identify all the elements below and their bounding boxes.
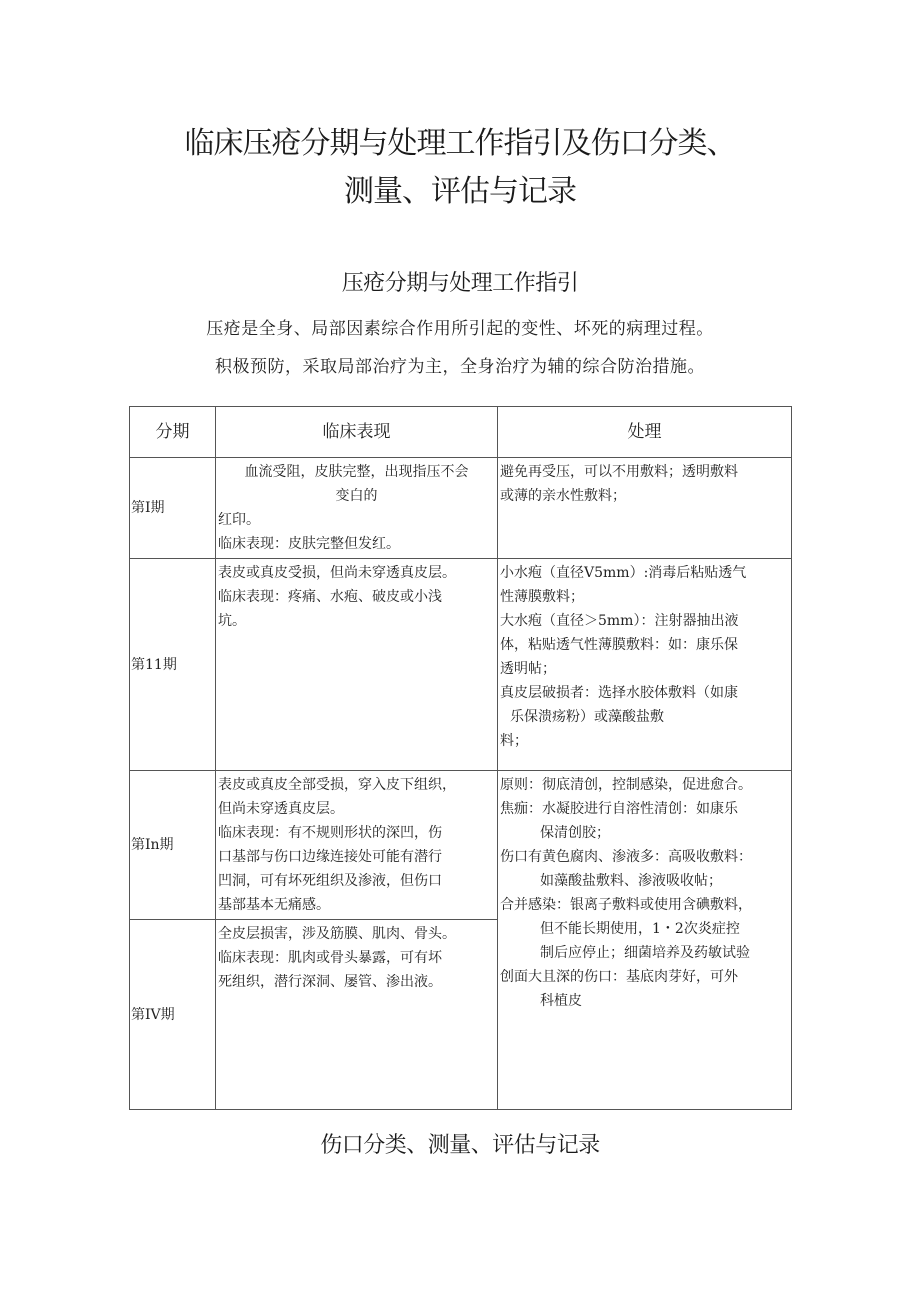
section-heading-wound: 伤口分类、测量、评估与记录 bbox=[320, 1133, 600, 1158]
clinical-cell bbox=[216, 559, 498, 771]
clinical-line: 表皮或真皮受损，但尚未穿透真皮层。 bbox=[218, 565, 456, 581]
treatment-line: 但不能长期使用，1・2次炎症控 bbox=[540, 921, 740, 937]
clinical-line: 凹洞，可有坏死组织及渗液，但伤口 bbox=[218, 873, 442, 889]
clinical-line: 临床表现：皮肤完整但发红。 bbox=[218, 536, 400, 552]
header-treatment: 处理 bbox=[498, 407, 792, 458]
clinical-line: 坑。 bbox=[218, 613, 246, 629]
clinical-line: 死组织，潜行深洞、屡管、渗出液。 bbox=[218, 974, 442, 990]
treatment-line: 小水疱（直径V5mm）:消毒后粘贴透气 bbox=[500, 565, 747, 581]
clinical-line: 变白的 bbox=[335, 488, 378, 504]
table-row bbox=[130, 458, 792, 559]
treatment-cell bbox=[498, 771, 792, 1110]
clinical-line: 血流受阻，皮肤完整，出现指压不会 bbox=[244, 464, 469, 480]
header-clinical: 临床表现 bbox=[216, 407, 498, 458]
treatment-line: 原则：彻底清创，控制感染，促进愈合。 bbox=[500, 777, 752, 793]
treatment-line: 科植皮 bbox=[540, 993, 582, 1009]
treatment-line: 保清创胶； bbox=[540, 825, 610, 841]
stage-cell: 第I期 bbox=[130, 458, 216, 559]
stage-cell: 第In期 bbox=[130, 771, 216, 920]
document-title-line-1: 临床压疮分期与处理工作指引及伤口分类、 bbox=[184, 126, 736, 161]
treatment-line: 如藻酸盐敷料、渗液吸收帖； bbox=[540, 873, 722, 889]
treatment-line: 真皮层破损者：选择水胶体敷料（如康 bbox=[500, 685, 738, 701]
table-row bbox=[130, 559, 792, 771]
clinical-line: 基部基本无痛感。 bbox=[218, 897, 330, 913]
treatment-line: 乐保溃疡粉）或藻酸盐敷 bbox=[510, 709, 664, 725]
clinical-line: 临床表现：有不规则形状的深凹，伤 bbox=[218, 825, 442, 841]
clinical-line: 红印。 bbox=[218, 512, 260, 528]
treatment-line: 伤口有黄色腐肉、渗液多：高吸收敷料： bbox=[500, 849, 752, 865]
document-title-line-2: 测量、评估与记录 bbox=[344, 174, 576, 209]
table-header-row bbox=[130, 407, 792, 458]
treatment-line: 创面大且深的伤口：基底肉芽好，可外 bbox=[500, 969, 738, 985]
treatment-line: 性薄膜敷料； bbox=[500, 589, 584, 605]
clinical-line: 全皮层损害，涉及筋膜、肌肉、骨头。 bbox=[218, 926, 456, 942]
intro-paragraph-2: 积极预防，采取局部治疗为主，全身治疗为辅的综合防治措施。 bbox=[215, 357, 705, 377]
treatment-cell bbox=[498, 559, 792, 771]
staging-table bbox=[129, 406, 792, 1110]
treatment-cell bbox=[498, 458, 792, 559]
stage-cell: 第11期 bbox=[130, 559, 216, 771]
clinical-cell bbox=[216, 771, 498, 920]
treatment-line: 料； bbox=[500, 733, 528, 749]
clinical-cell bbox=[216, 920, 498, 1110]
clinical-line: 临床表现：疼痛、水疱、破皮或小浅 bbox=[218, 589, 442, 605]
treatment-line: 或薄的亲水性敷料； bbox=[500, 488, 626, 504]
treatment-line: 合并感染：银离子敷料或使用含碘敷料， bbox=[500, 897, 752, 913]
treatment-line: 透明帖； bbox=[500, 661, 556, 677]
treatment-line: 体，粘贴透气性薄膜敷料：如：康乐保 bbox=[500, 637, 738, 653]
treatment-line: 避免再受压，可以不用敷料；透明敷料 bbox=[500, 464, 738, 480]
clinical-line: 口基部与伤口边缘连接处可能有潜行 bbox=[218, 849, 442, 865]
header-stage: 分期 bbox=[130, 407, 216, 458]
treatment-line: 制后应停止；细菌培养及药敏试验 bbox=[540, 945, 750, 961]
intro-paragraph-1: 压疮是全身、局部因素综合作用所引起的变性、坏死的病理过程。 bbox=[206, 319, 714, 339]
treatment-line: 焦痂：水凝胶进行自溶性清创：如康乐 bbox=[500, 801, 738, 817]
clinical-line: 临床表现：肌肉或骨头暴露，可有坏 bbox=[218, 950, 442, 966]
clinical-line: 表皮或真皮全部受损，穿入皮下组织， bbox=[218, 777, 456, 793]
section-heading-pressure-ulcer: 压疮分期与处理工作指引 bbox=[341, 271, 579, 296]
stage-cell: 第IV期 bbox=[130, 920, 216, 1110]
treatment-line: 大水疱（直径＞5mm）：注射器抽出液 bbox=[500, 613, 739, 629]
clinical-line: 但尚未穿透真皮层。 bbox=[218, 801, 344, 817]
clinical-cell bbox=[216, 458, 498, 559]
table-row bbox=[130, 771, 792, 920]
